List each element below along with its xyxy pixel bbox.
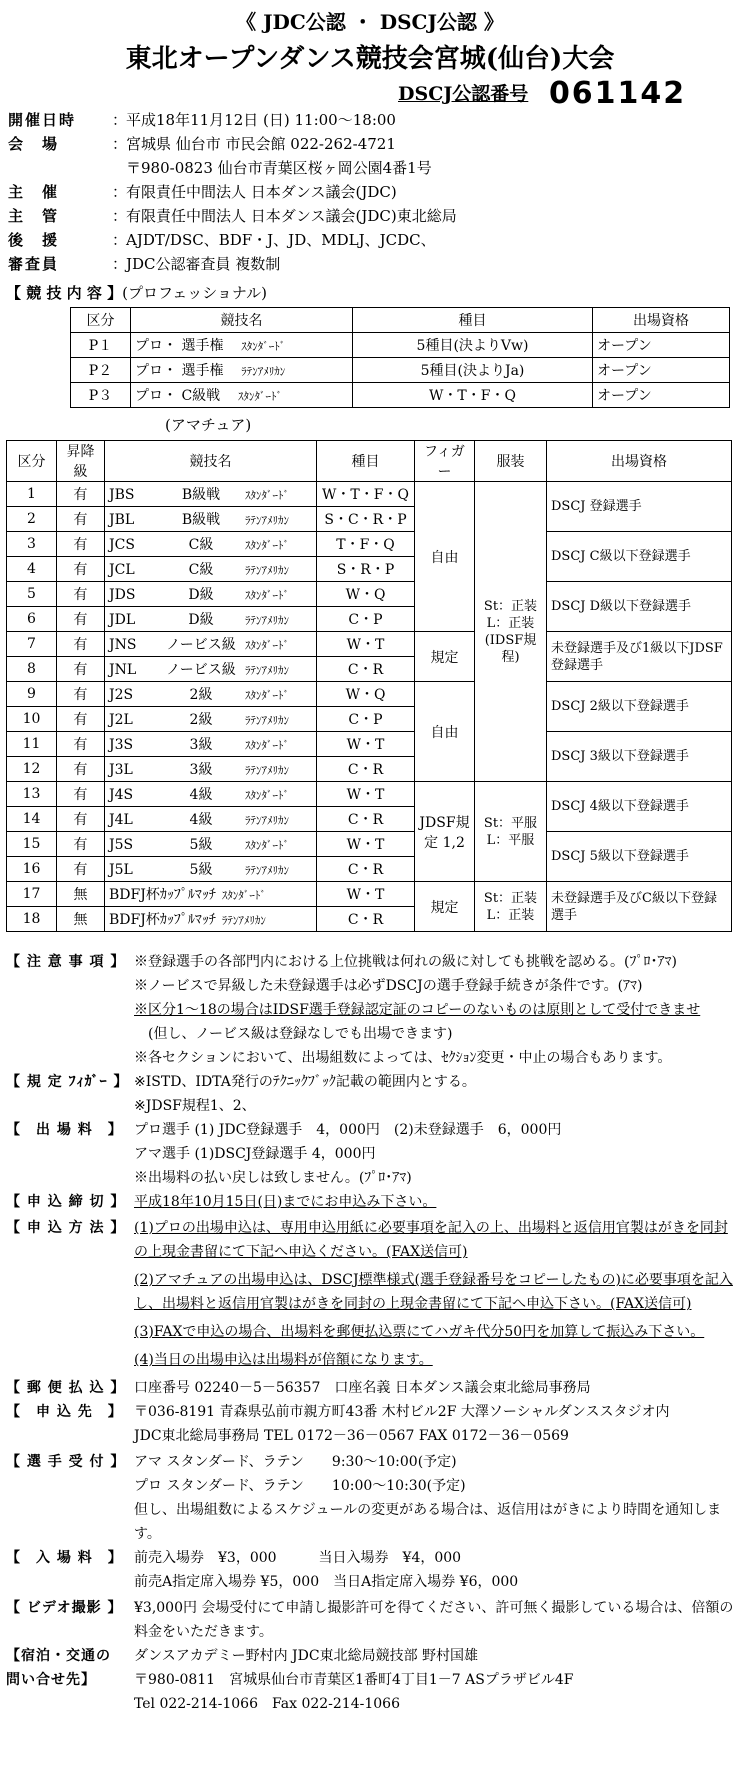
note-line: JDC東北総局事務局 TEL 0172－36－0567 FAX 0172－36－0569 — [134, 1428, 569, 1444]
note-label: 【 注 意 事 項 】 — [6, 954, 126, 970]
table-row — [71, 358, 730, 383]
info-value: 有限責任中間法人 日本ダンス議会(JDC)東北総局 — [126, 207, 457, 225]
row-number: 8 — [7, 657, 57, 682]
note-label: 【 ビデオ撮影 】 — [6, 1600, 123, 1616]
event-list: C・R — [317, 757, 415, 782]
note-label: 【 選 手 受 付 】 — [6, 1454, 126, 1470]
event-list: S・R・P — [317, 557, 415, 582]
row-number: 2 — [7, 507, 57, 532]
note-line: (2)アマチュアの出場申込は、DSCJ標準様式(選手登録番号をコピーしたもの)に必要事項を記入し、出場料と返信用官製はがきを同封の上現金書留にて下記へ申込下さい。(FAX送信可) — [134, 1272, 733, 1312]
notes-section — [6, 950, 734, 1716]
note-label: 【 申 込 方 法 】 — [6, 1220, 126, 1236]
row-number: 3 — [7, 532, 57, 557]
qualification: 未登録選手及びC級以下登録選手 — [547, 882, 732, 932]
table-row — [7, 532, 732, 557]
header-cell: フィガー — [415, 441, 475, 482]
note-label: 【宿泊・交通の — [6, 1648, 111, 1664]
competition-name: JBS B級戦 ｽﾀﾝﾀﾞｰﾄﾞ — [105, 482, 317, 507]
pro-code: P１ — [71, 333, 131, 358]
figure-rule: 自由 — [415, 482, 475, 632]
note-line: プロ選手 (1) JDC登録選手 4，000円 (2)未登録選手 6，000円 — [134, 1122, 562, 1138]
row-number: 9 — [7, 682, 57, 707]
header-cell: 競技名 — [105, 441, 317, 482]
note-row — [6, 1376, 734, 1400]
qualification: DSCJ 3級以下登録選手 — [547, 732, 732, 782]
note-line: ※登録選手の各部門内における上位挑戦は何れの級に対しても挑戦を認める。(ﾌﾟﾛ･ｱﾏ) — [134, 954, 677, 970]
figure-rule: JDSF規定 1,2 — [415, 782, 475, 882]
event-list: C・P — [317, 607, 415, 632]
info-row: 主 催 ：有限責任中間法人 日本ダンス議会(JDC) — [8, 180, 733, 204]
cert-number: 061142 — [548, 76, 687, 111]
note-row — [6, 1644, 734, 1668]
competition-name: JDS D級 ｽﾀﾝﾀﾞｰﾄﾞ — [105, 582, 317, 607]
pro-table — [70, 307, 730, 408]
certification-number — [398, 76, 686, 111]
qualification: 未登録選手及び1級以下JDSF登録選手 — [547, 632, 732, 682]
pro-name: プロ・ 選手権 ﾗﾃﾝｱﾒﾘｶﾝ — [131, 358, 353, 383]
competition-name: J4L 4級 ﾗﾃﾝｱﾒﾘｶﾝ — [105, 807, 317, 832]
competition-name: JCL C級 ﾗﾃﾝｱﾒﾘｶﾝ — [105, 557, 317, 582]
row-number: 11 — [7, 732, 57, 757]
info-value: JDC公認審査員 複数制 — [126, 255, 281, 273]
info-row: 審査員 ：JDC公認審査員 複数制 — [8, 252, 733, 276]
cert-label: DSCJ公認番号 — [398, 83, 529, 105]
qualification: DSCJ C級以下登録選手 — [547, 532, 732, 582]
event-info — [8, 108, 733, 276]
event-list: W・T — [317, 832, 415, 857]
event-list: C・P — [317, 707, 415, 732]
info-label: 主 管 — [8, 207, 60, 225]
promotion-flag: 有 — [57, 707, 105, 732]
promotion-flag: 有 — [57, 607, 105, 632]
promotion-flag: 有 — [57, 757, 105, 782]
qualification: DSCJ 5級以下登録選手 — [547, 832, 732, 882]
row-number: 15 — [7, 832, 57, 857]
pro-qual: オープン — [593, 358, 730, 383]
note-line: アマ選手 (1)DSCJ登録選手 4，000円 — [134, 1146, 376, 1162]
qualification: DSCJ 4級以下登録選手 — [547, 782, 732, 832]
note-line: アマ スタンダード、ラテン 9:30～10:00(予定) — [134, 1454, 457, 1470]
event-list: W・T・F・Q — [317, 482, 415, 507]
table-row — [71, 383, 730, 408]
table-row — [7, 682, 732, 707]
note-line: Tel 022-214-1066 Fax 022-214-1066 — [134, 1696, 400, 1712]
competition-name: JNS ノービス級 ｽﾀﾝﾀﾞｰﾄﾞ — [105, 632, 317, 657]
event-list: S・C・R・P — [317, 507, 415, 532]
info-label: 会 場 — [8, 135, 60, 153]
table-header-row — [71, 308, 730, 333]
promotion-flag: 有 — [57, 657, 105, 682]
competition-name: JCS C級 ｽﾀﾝﾀﾞｰﾄﾞ — [105, 532, 317, 557]
note-line: (4)当日の出場申込は出場料が倍額になります。 — [134, 1352, 433, 1368]
competition-name: J2L 2級 ﾗﾃﾝｱﾒﾘｶﾝ — [105, 707, 317, 732]
row-number: 16 — [7, 857, 57, 882]
row-number: 5 — [7, 582, 57, 607]
note-row — [6, 1118, 734, 1190]
header-cell: 競技名 — [131, 308, 353, 333]
promotion-flag: 有 — [57, 482, 105, 507]
supplementary-title: 《 JDC公認 ・ DSCJ公認 》 — [236, 10, 504, 34]
note-line: (但し、ノービス級は登録なしでも出場できます) — [148, 1026, 453, 1042]
header-cell: 区分 — [71, 308, 131, 333]
info-row — [8, 156, 733, 180]
row-number: 6 — [7, 607, 57, 632]
note-label: 【 郵 便 払 込 】 — [6, 1380, 126, 1396]
promotion-flag: 有 — [57, 532, 105, 557]
table-row — [71, 333, 730, 358]
note-line: ※ISTD、IDTA発行のﾃｸﾆｯｸﾌﾞｯｸ記載の範囲内とする。 — [134, 1074, 476, 1090]
info-row: 後 援 ：AJDT/DSC、BDF・J、JD、MDLJ、JCDC、 — [8, 228, 733, 252]
note-row — [6, 1400, 734, 1448]
header-cell: 区分 — [7, 441, 57, 482]
figure-rule: 規定 — [415, 882, 475, 932]
row-number: 13 — [7, 782, 57, 807]
note-line: 口座番号 02240－5－56357 口座名義 日本ダンス議会東北総局事務局 — [134, 1380, 591, 1396]
event-list: W・T — [317, 732, 415, 757]
note-row — [6, 1668, 734, 1716]
competition-name: J3S 3級 ｽﾀﾝﾀﾞｰﾄﾞ — [105, 732, 317, 757]
info-row: 会 場 ：宮城県 仙台市 市民会館 022-262-4721 — [8, 132, 733, 156]
note-line: ※ノービスで昇級した未登録選手は必ずDSCJの選手登録手続きが条件です。(ｱﾏ) — [134, 978, 643, 994]
figure-rule: 規定 — [415, 632, 475, 682]
table-row — [7, 882, 732, 907]
pro-code: P２ — [71, 358, 131, 383]
pro-qual: オープン — [593, 383, 730, 408]
pro-event: 5種目(決よりVw) — [353, 333, 593, 358]
note-label: 問い合せ先】 — [6, 1672, 96, 1688]
header-cell: 昇降級 — [57, 441, 105, 482]
info-value: 平成18年11月12日 (日) 11:00～18:00 — [126, 111, 396, 129]
competition-name: J4S 4級 ｽﾀﾝﾀﾞｰﾄﾞ — [105, 782, 317, 807]
table-row — [7, 832, 732, 857]
note-line: 〒036-8191 青森県弘前市親方町43番 木村ビル2F 大澤ソーシャルダンススタジオ内 — [134, 1404, 670, 1420]
header-cell: 種目 — [317, 441, 415, 482]
info-label: 後 援 — [8, 231, 60, 249]
table-header-row — [7, 441, 732, 482]
header-cell: 種目 — [353, 308, 593, 333]
note-line: (1)プロの出場申込は、専用申込用紙に必要事項を記入の上、出場料と返信用官製はがきを同封の上現金書留にて下記へ申込ください。(FAX送信可) — [134, 1220, 728, 1260]
event-list: W・Q — [317, 682, 415, 707]
header-cell: 服装 — [475, 441, 547, 482]
table-row — [7, 782, 732, 807]
note-line: ※各セクションにおいて、出場組数によっては、ｾｸｼｮﾝ変更・中止の場合もあります。 — [134, 1050, 672, 1066]
info-row: 主 管 ：有限責任中間法人 日本ダンス議会(JDC)東北総局 — [8, 204, 733, 228]
dress-code: St：正装 L：正装 (IDSF規程) — [475, 482, 547, 782]
pro-event: 5種目(決よりJa) — [353, 358, 593, 383]
table-row — [7, 482, 732, 507]
competition-name: JBL B級戦 ﾗﾃﾝｱﾒﾘｶﾝ — [105, 507, 317, 532]
note-line: 平成18年10月15日(日)までにお申込み下さい。 — [134, 1194, 437, 1210]
note-line: 〒980-0811 宮城県仙台市青葉区1番町4丁目1－7 ASプラザビル4F — [134, 1672, 574, 1688]
section-sub-ama: (アマチュア) — [165, 416, 252, 434]
note-row — [6, 1596, 734, 1644]
note-line: 前売入場券 ¥3，000 当日入場券 ¥4，000 — [134, 1550, 462, 1566]
info-label: 審査員 — [8, 255, 60, 273]
info-value: 宮城県 仙台市 市民会館 022-262-4721 — [126, 135, 396, 153]
event-list: C・R — [317, 807, 415, 832]
note-label: 【 申 込 先 】 — [6, 1404, 123, 1420]
event-list: W・Q — [317, 582, 415, 607]
qualification: DSCJ 2級以下登録選手 — [547, 682, 732, 732]
note-line: 但し、出場組数によるスケジュールの変更がある場合は、返信用はがきにより時間を通知します。 — [134, 1502, 722, 1542]
pro-event: W・T・F・Q — [353, 383, 593, 408]
note-line: ¥3,000円 会場受付にて申請し撮影許可を得てください、許可無く撮影している場合は、倍額の料金をいただきます。 — [134, 1600, 734, 1640]
note-row — [6, 1190, 734, 1214]
competition-section-heading — [6, 282, 267, 303]
promotion-flag: 無 — [57, 907, 105, 932]
page-title: 東北オープンダンス競技会宮城(仙台)大会 — [125, 44, 615, 74]
promotion-flag: 有 — [57, 782, 105, 807]
promotion-flag: 有 — [57, 832, 105, 857]
note-row — [6, 1546, 734, 1594]
row-number: 10 — [7, 707, 57, 732]
row-number: 17 — [7, 882, 57, 907]
row-number: 18 — [7, 907, 57, 932]
figure-rule: 自由 — [415, 682, 475, 782]
table-row — [7, 632, 732, 657]
dress-code: St：正装 L：正装 — [475, 882, 547, 932]
note-line: ※区分1～18の場合はIDSF選手登録認定証のコピーのないものは原則として受付できませ — [134, 1002, 701, 1018]
info-label: 開催日時 — [8, 111, 77, 129]
pro-qual: オープン — [593, 333, 730, 358]
competition-name: J5L 5級 ﾗﾃﾝｱﾒﾘｶﾝ — [105, 857, 317, 882]
qualification: DSCJ D級以下登録選手 — [547, 582, 732, 632]
competition-name: JNL ノービス級 ﾗﾃﾝｱﾒﾘｶﾝ — [105, 657, 317, 682]
event-list: W・T — [317, 632, 415, 657]
info-label: 主 催 — [8, 183, 60, 201]
pro-code: P３ — [71, 383, 131, 408]
promotion-flag: 有 — [57, 632, 105, 657]
note-row — [6, 1216, 734, 1372]
ama-table — [6, 440, 732, 932]
competition-name: J3L 3級 ﾗﾃﾝｱﾒﾘｶﾝ — [105, 757, 317, 782]
row-number: 1 — [7, 482, 57, 507]
competition-name: JDL D級 ﾗﾃﾝｱﾒﾘｶﾝ — [105, 607, 317, 632]
row-number: 14 — [7, 807, 57, 832]
section-sub-pro: (プロフェッショナル) — [122, 284, 268, 302]
row-number: 12 — [7, 757, 57, 782]
table-row — [7, 582, 732, 607]
note-line: (3)FAXで申込の場合、出場料を郵便払込票にてハガキ代分50円を加算して振込み下さい。 — [134, 1324, 705, 1340]
event-list: C・R — [317, 857, 415, 882]
note-line: 前売A指定席入場券 ¥5，000 当日A指定席入場券 ¥6，000 — [134, 1574, 519, 1590]
note-line: ※JDSF規程1、2、 — [134, 1098, 256, 1114]
info-row: 開催日時 ：平成18年11月12日 (日) 11:00～18:00 — [8, 108, 733, 132]
promotion-flag: 無 — [57, 882, 105, 907]
note-label: 【 規 定 ﾌｨｶﾞｰ 】 — [6, 1074, 129, 1090]
section-label: 【 競 技 内 容 】 — [6, 284, 123, 302]
note-line: プロ スタンダード、ラテン 10:00～10:30(予定) — [134, 1478, 466, 1494]
promotion-flag: 有 — [57, 582, 105, 607]
promotion-flag: 有 — [57, 507, 105, 532]
note-label: 【 出 場 料 】 — [6, 1122, 123, 1138]
event-list: W・T — [317, 782, 415, 807]
info-value: AJDT/DSC、BDF・J、JD、MDLJ、JCDC、 — [126, 231, 436, 249]
info-value: 〒980-0823 仙台市青葉区桜ヶ岡公園4番1号 — [126, 159, 432, 177]
note-line: ※出場料の払い戻しは致しません。(ﾌﾟﾛ･ｱﾏ) — [134, 1170, 412, 1186]
qualification: DSCJ 登録選手 — [547, 482, 732, 532]
pro-name: プロ・ C級戦 ｽﾀﾝﾀﾞｰﾄﾞ — [131, 383, 353, 408]
event-list: C・R — [317, 657, 415, 682]
competition-name: J5S 5級 ｽﾀﾝﾀﾞｰﾄﾞ — [105, 832, 317, 857]
note-label: 【 申 込 締 切 】 — [6, 1194, 126, 1210]
promotion-flag: 有 — [57, 557, 105, 582]
row-number: 7 — [7, 632, 57, 657]
competition-name: J2S 2級 ｽﾀﾝﾀﾞｰﾄﾞ — [105, 682, 317, 707]
promotion-flag: 有 — [57, 732, 105, 757]
event-list: W・T — [317, 882, 415, 907]
info-value: 有限責任中間法人 日本ダンス議会(JDC) — [126, 183, 397, 201]
dress-code: St：平服 L：平服 — [475, 782, 547, 882]
row-number: 4 — [7, 557, 57, 582]
promotion-flag: 有 — [57, 857, 105, 882]
note-label: 【 入 場 料 】 — [6, 1550, 123, 1566]
note-line: ダンスアカデミー野村内 JDC東北総局競技部 野村国雄 — [134, 1648, 479, 1664]
table-row — [7, 732, 732, 757]
note-row — [6, 950, 734, 1070]
header-cell: 出場資格 — [593, 308, 730, 333]
pro-name: プロ・ 選手権 ｽﾀﾝﾀﾞｰﾄﾞ — [131, 333, 353, 358]
event-list: C・R — [317, 907, 415, 932]
competition-name: BDFJ杯ｶｯﾌﾟﾙﾏｯﾁ ﾗﾃﾝｱﾒﾘｶﾝ — [105, 907, 317, 932]
competition-name: BDFJ杯ｶｯﾌﾟﾙﾏｯﾁ ｽﾀﾝﾀﾞｰﾄﾞ — [105, 882, 317, 907]
promotion-flag: 有 — [57, 807, 105, 832]
promotion-flag: 有 — [57, 682, 105, 707]
event-list: T・F・Q — [317, 532, 415, 557]
header-cell: 出場資格 — [547, 441, 732, 482]
note-row — [6, 1450, 734, 1546]
note-row — [6, 1070, 734, 1118]
